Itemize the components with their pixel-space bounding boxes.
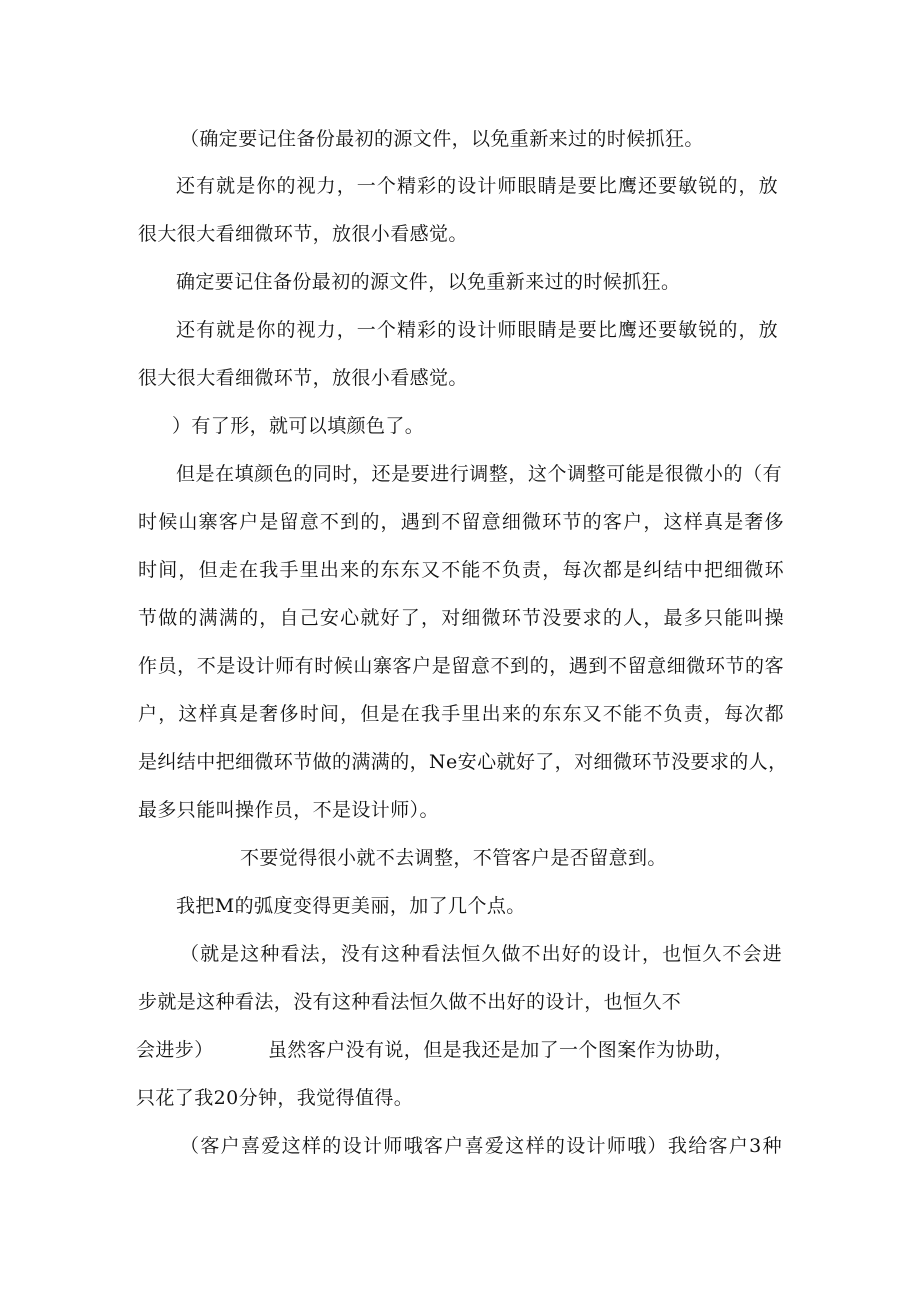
text-line-13: 户，这样真是奢侈时间，但是在我手里出来的东东又不能不负责，每次都 — [138, 703, 784, 725]
text-line-14: 是纠结中把细微环节做的满满的，Ne安心就好了，对细微环节没要求的人， — [138, 751, 788, 773]
text-line-22: 只花了我20分钟，我觉得值得。 — [136, 1087, 414, 1109]
text-line-4: 确定要记住备份最初的源文件，以免重新来过的时候抓狂。 — [176, 271, 681, 293]
text-line-21: 虽然客户没有说，但是我还是加了一个图案作为协助， — [268, 1039, 734, 1061]
text-line-11: 节做的满满的，自己安心就好了，对细微环节没要求的人，最多只能叫操 — [138, 607, 784, 629]
text-line-8: 但是在填颜色的同时，还是要进行调整，这个调整可能是很微小的（有 — [176, 463, 782, 485]
text-line-1: （确定要记住备份最初的源文件，以免重新来过的时候抓狂。 — [180, 128, 704, 150]
text-line-6: 很大很大看细微环节，放很小看感觉。 — [138, 367, 468, 389]
text-line-2: 还有就是你的视力，一个精彩的设计师眼睛是要比鹰还要敏锐的，放 — [176, 175, 778, 197]
text-line-23: （客户喜爱这样的设计师哦客户喜爱这样的设计师哦）我给客户3种 — [180, 1135, 782, 1157]
text-line-7: ）有了形，就可以填颜色了。 — [172, 415, 425, 437]
text-line-9: 时候山寨客户是留意不到的，遇到不留意细微环节的客户，这样真是奢侈 — [138, 511, 784, 533]
text-line-10: 时间，但走在我手里出来的东东又不能不负责，每次都是纠结中把细微环 — [138, 559, 784, 581]
text-line-5: 还有就是你的视力，一个精彩的设计师眼睛是要比鹰还要敏锐的，放 — [176, 319, 778, 341]
text-line-12: 作员，不是设计师有时候山寨客户是留意不到的，遇到不留意细微环节的客 — [138, 655, 784, 677]
text-line-20: 会进步） — [136, 1039, 214, 1061]
text-line-18: （就是这种看法，没有这种看法恒久做不出好的设计，也恒久不会进 — [180, 943, 782, 965]
text-line-16: 不要觉得很小就不去调整，不管客户是否留意到。 — [240, 847, 667, 869]
text-line-3: 很大很大看细微环节，放很小看感觉。 — [138, 223, 468, 245]
text-line-17: 我把M的弧度变得更美丽，加了几个点。 — [176, 895, 526, 917]
text-line-15: 最多只能叫操作员，不是设计师）。 — [138, 799, 439, 821]
text-line-19: 步就是这种看法，没有这种看法恒久做不出好的设计，也恒久不 — [138, 991, 682, 1013]
